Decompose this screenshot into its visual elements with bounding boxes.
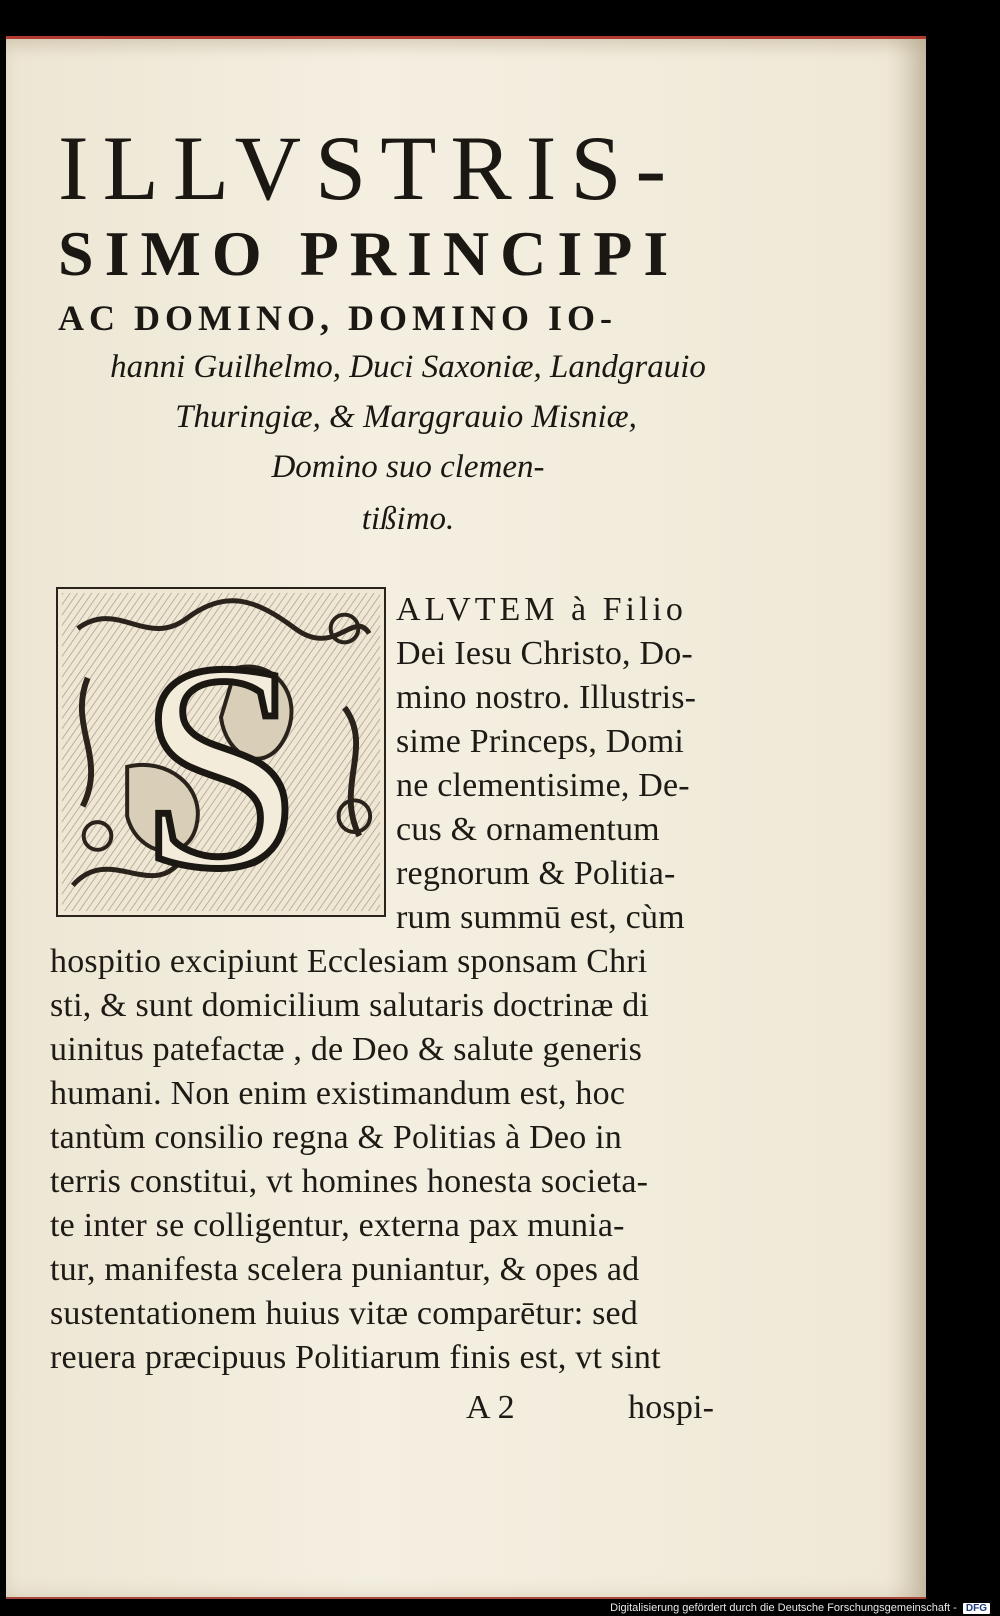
dedication-line-3: Domino suo clemen-	[271, 449, 545, 485]
text-line: mino nostro. Illustris-	[396, 679, 697, 716]
text-line: ne clementisime, De-	[396, 767, 690, 804]
text-line: terris constitui, vt homines honesta societa-	[50, 1163, 649, 1200]
dedication-line-2: Thuringiæ, & Marggrauio Misniæ,	[175, 399, 637, 435]
text-line: ALVTEM à Filio	[396, 591, 687, 628]
woodcut-initial-icon	[58, 589, 384, 915]
decorated-initial-s	[56, 587, 386, 917]
catchword: hospi-	[628, 1389, 715, 1426]
text-line: tantùm consilio regna & Politias à Deo in	[50, 1119, 622, 1156]
text-line: rum summū est, cùm	[396, 899, 685, 936]
text-line: sustentationem huius vitæ comparētur: sed	[50, 1295, 638, 1332]
text-line: te inter se colligentur, externa pax munia-	[50, 1207, 625, 1244]
title-line-3: AC DOMINO, DOMINO IO-	[58, 298, 617, 338]
book-page	[6, 36, 926, 1599]
credit-text: Digitalisierung gefördert durch die Deutsche Forschungsgemeinschaft -	[610, 1602, 957, 1614]
text-line: uinitus patefactæ , de Deo & salute generis	[50, 1031, 643, 1068]
text-line: regnorum & Politia-	[396, 855, 676, 892]
text-line: sti, & sunt domicilium salutaris doctrinæ di	[50, 987, 650, 1024]
dedication-line-1: hanni Guilhelmo, Duci Saxoniæ, Landgrauio	[110, 349, 706, 385]
text-line: humani. Non enim existimandum est, hoc	[50, 1075, 626, 1112]
text-line: hospitio excipiunt Ecclesiam sponsam Chri	[50, 943, 648, 980]
text-line: Dei Iesu Christo, Do-	[396, 635, 693, 672]
text-line: reuera præcipuus Politiarum finis est, vt sint	[50, 1339, 661, 1376]
title-line-2: SIMO PRINCIPI	[58, 218, 680, 289]
dfg-logo-icon: DFG	[963, 1603, 990, 1614]
text-line: cus & ornamentum	[396, 811, 660, 848]
text-line: tur, manifesta scelera puniantur, & opes ad	[50, 1251, 640, 1288]
svg-text:S: S	[138, 602, 304, 915]
signature-mark: A 2	[466, 1389, 515, 1426]
digitization-credit	[610, 1602, 990, 1614]
text-line: sime Princeps, Domi	[396, 723, 685, 760]
dedication-line-4: tißimo.	[361, 501, 455, 537]
title-line-1: ILLVSTRIS-	[58, 117, 681, 219]
